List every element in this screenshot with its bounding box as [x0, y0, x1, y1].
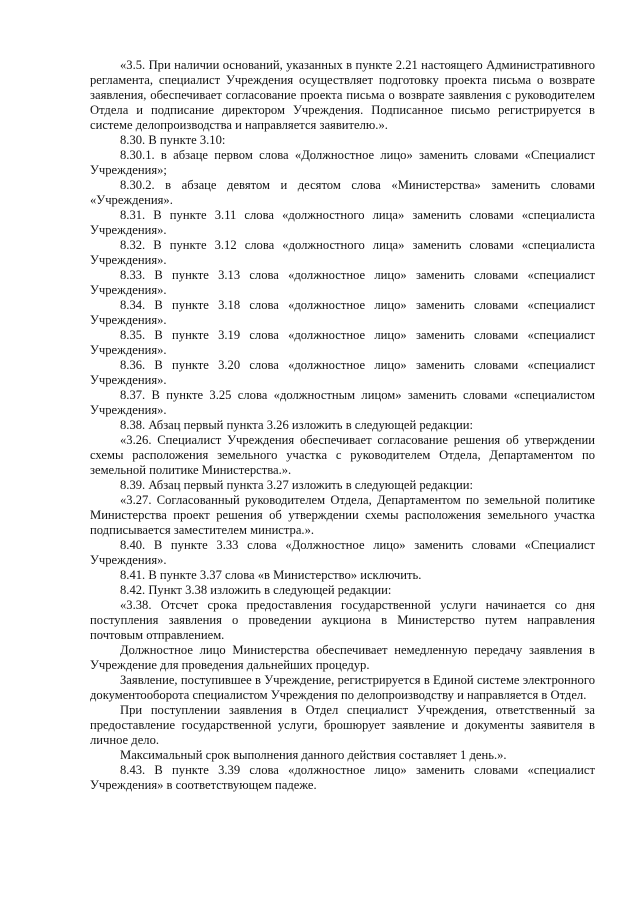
paragraph-8-30: 8.30. В пункте 3.10: [120, 133, 226, 147]
paragraph-8-41: 8.41. В пункте 3.37 слова «в Министерство» исключить. [120, 568, 422, 582]
paragraph-8-40: 8.40. В пункте 3.33 слова «Должностное лицо» заменить словами «Специалист Учреждения». [90, 538, 595, 567]
paragraph-8-34: 8.34. В пункте 3.18 слова «должностное лицо» заменить словами «специалист Учреждения». [90, 298, 595, 327]
paragraph-3-5: «3.5. При наличии оснований, указанных в пункте 2.21 настоящего Административного регламента, специалист Учреждения осуществляет подготовку проекта письма о возврате заявления, обеспечивает согласование проекта письма о возврате заявления с руководителем Отдела и подписание директором Учреждения. Подписанное письмо регистрируется в системе делопроизводства и направляется заявителю.». [90, 58, 595, 132]
paragraph-8-31: 8.31. В пункте 3.11 слова «должностного лица» заменить словами «специалиста Учреждения». [90, 208, 595, 237]
paragraph-8-35: 8.35. В пункте 3.19 слова «должностное лицо» заменить словами «специалист Учреждения». [90, 328, 595, 357]
paragraph-8-39: 8.39. Абзац первый пункта 3.27 изложить в следующей редакции: [120, 478, 473, 492]
paragraph-8-36: 8.36. В пункте 3.20 слова «должностное лицо» заменить словами «специалист Учреждения». [90, 358, 595, 387]
paragraph-registration: Заявление, поступившее в Учреждение, регистрируется в Единой системе электронного документооборота специалистом Учреждения по делопроизводству и направляется в Отдел. [90, 673, 595, 702]
paragraph-8-43: 8.43. В пункте 3.39 слова «должностное лицо» заменить словами «специалист Учреждения» в соответствующем падеже. [90, 763, 595, 792]
paragraph-8-33: 8.33. В пункте 3.13 слова «должностное лицо» заменить словами «специалист Учреждения». [90, 268, 595, 297]
paragraph-8-38: 8.38. Абзац первый пункта 3.26 изложить в следующей редакции: [120, 418, 473, 432]
paragraph-8-30-1: 8.30.1. в абзаце первом слова «Должностное лицо» заменить словами «Специалист Учреждения»; [90, 148, 595, 177]
paragraph-3-26-quote: «3.26. Специалист Учреждения обеспечивает согласование решения об утверждении схемы расположения земельного участка с руководителем Отдела, Департаментом по земельной политике Министерства.». [90, 433, 595, 477]
paragraph-8-30-2: 8.30.2. в абзаце девятом и десятом слова «Министерства» заменить словами «Учреждения». [90, 178, 595, 207]
paragraph-3-38-quote: «3.38. Отсчет срока предоставления государственной услуги начинается со дня поступления заявления о проведении аукциона в Министерство путем направления почтовым отправлением. [90, 598, 595, 642]
paragraph-8-42: 8.42. Пункт 3.38 изложить в следующей редакции: [120, 583, 392, 597]
paragraph-personal-file: При поступлении заявления в Отдел специалист Учреждения, ответственный за предоставление государственной услуги, брошюрует заявление и документы заявителя в личное дело. [90, 703, 595, 747]
paragraph-8-37: 8.37. В пункте 3.25 слова «должностным лицом» заменить словами «специалистом Учреждения». [90, 388, 595, 417]
paragraph-max-term: Максимальный срок выполнения данного действия составляет 1 день.». [120, 748, 507, 762]
paragraph-3-27-quote: «3.27. Согласованный руководителем Отдела, Департаментом по земельной политике Министерства проект решения об утверждении схемы расположения земельного участка подписывается заместителем министра.». [90, 493, 595, 537]
paragraph-8-32: 8.32. В пункте 3.12 слова «должностного лица» заменить словами «специалиста Учреждения». [90, 238, 595, 267]
document-page [90, 58, 595, 793]
paragraph-transfer: Должностное лицо Министерства обеспечивает немедленную передачу заявления в Учреждение для проведения дальнейших процедур. [90, 643, 595, 672]
